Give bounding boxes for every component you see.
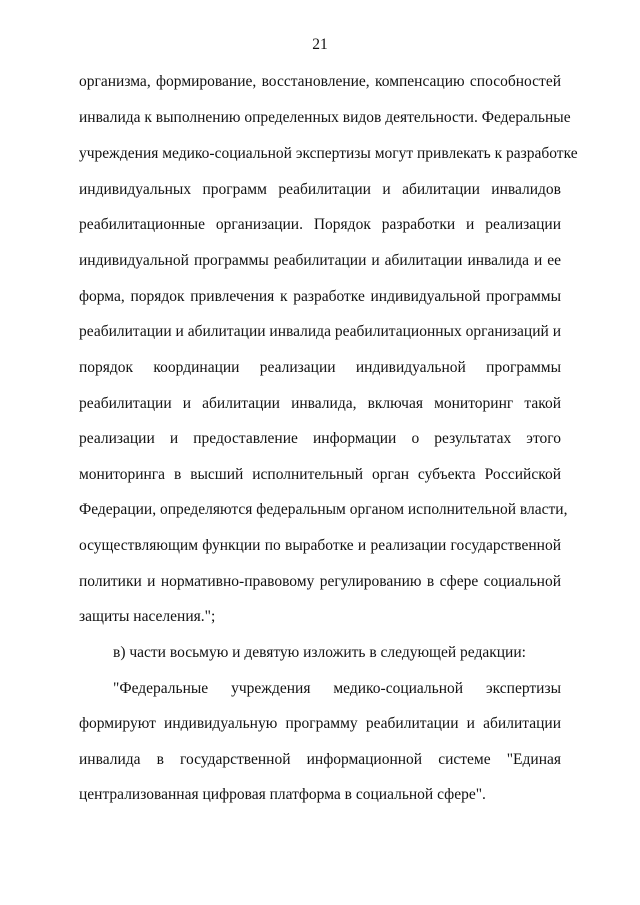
text-line: политики и нормативно-правовому регулированию в сфере социальной [79, 573, 561, 590]
text-line: реализации и предоставление информации о результатах этого [79, 430, 561, 447]
text-line: организма, формирование, восстановление, компенсацию способностей [79, 73, 561, 90]
text-line: реабилитационные организации. Порядок разработки и реализации [79, 216, 561, 233]
text-line: порядок координации реализации индивидуальной программы [79, 359, 561, 376]
text-line: индивидуальных программ реабилитации и абилитации инвалидов [79, 181, 561, 198]
text-line: мониторинга в высший исполнительный орган субъекта Российской [79, 466, 561, 483]
text-line: осуществляющим функции по выработке и реализации государственной [79, 537, 561, 554]
text-line: реабилитации и абилитации инвалида реабилитационных организаций и [79, 323, 561, 340]
text-line: реабилитации и абилитации инвалида, включая мониторинг такой [79, 395, 561, 412]
text-line: инвалида к выполнению определенных видов деятельности. Федеральные [79, 109, 571, 126]
text-line: "Федеральные учреждения медико-социальной экспертизы [113, 680, 561, 697]
text-line: учреждения медико-социальной экспертизы могут привлекать к разработке [79, 145, 578, 162]
text-line: формируют индивидуальную программу реабилитации и абилитации [79, 715, 561, 732]
text-line: в) части восьмую и девятую изложить в следующей редакции: [113, 644, 526, 661]
text-line: инвалида в государственной информационной системе "Единая [79, 751, 561, 768]
text-line: Федерации, определяются федеральным органом исполнительной власти, [79, 501, 568, 518]
text-line: форма, порядок привлечения к разработке индивидуальной программы [79, 288, 561, 305]
text-line: защиты населения."; [79, 608, 216, 625]
page-number: 21 [312, 36, 328, 53]
text-line: централизованная цифровая платформа в социальной сфере". [79, 786, 486, 803]
text-line: индивидуальной программы реабилитации и абилитации инвалида и ее [79, 252, 561, 269]
